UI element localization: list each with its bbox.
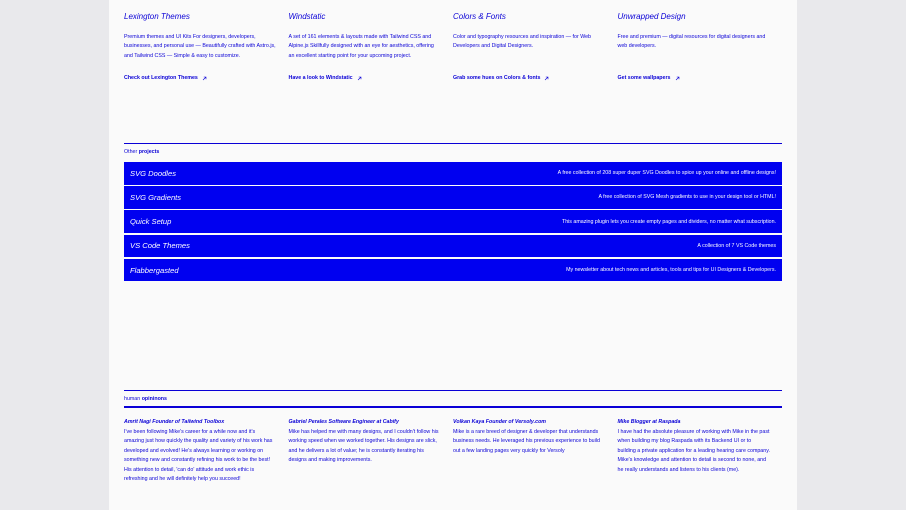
testimonial xyxy=(453,419,618,484)
testimonial-author: Volkan Kaya Founder of Versoly.com xyxy=(453,419,547,425)
feature-description: A set of 161 elements & layouts made with Tailwind CSS and Alpine.js Skillfully designed with an eye for aesthetics, offering an excellent starting point for your upcoming project. xyxy=(288,34,434,59)
feature-card xyxy=(618,12,783,81)
featured-resources xyxy=(124,12,782,81)
project-name: VS Code Themes xyxy=(130,241,190,251)
projects-heading: Other projects xyxy=(124,149,160,155)
project-description: This amazing plugin lets you create empty pages and dividers, no matter what subscription. xyxy=(561,218,776,225)
projects-list xyxy=(124,162,782,283)
opinions-divider xyxy=(124,406,782,408)
project-name: Flabbergasted xyxy=(130,265,179,275)
feature-title: Lexington Themes xyxy=(124,12,190,21)
feature-title: Colors & Fonts xyxy=(453,12,506,21)
section-divider xyxy=(124,143,782,144)
page-content xyxy=(109,0,797,510)
project-row-svg-gradients[interactable] xyxy=(124,186,782,209)
testimonial-author: Mike Blogger at Raspada xyxy=(617,419,681,425)
feature-description: Color and typography resources and inspiration — for Web Developers and Digital Designers. xyxy=(453,34,591,50)
project-description: A free collection of SVG Mesh gradients to use in your design tool or HTML! xyxy=(598,194,776,201)
feature-link[interactable] xyxy=(124,75,277,81)
section-divider xyxy=(124,390,782,391)
testimonial xyxy=(289,419,454,484)
project-row-flabbergasted[interactable] xyxy=(124,259,782,282)
testimonial-text: Mike has helped me with many designs, and I couldn't follow his working speed when we worked together. His designs are slick, and he delivers a lot of value; he is constantly iterating his designs and making improvements. xyxy=(288,429,439,464)
testimonial-text: I've been following Mike's career for a while now and it's amazing just how quickly the quality and variety of his work has developed and evolved! He's always learning or working on something new and constantly refining his work to be the best! His attention to detail, 'can do' attitude and work ethic is refreshing and he will definitely help you succeed! xyxy=(124,429,273,483)
feature-link[interactable] xyxy=(289,75,442,81)
testimonial xyxy=(124,419,289,484)
testimonial-text: I have had the absolute pleasure of working with Mike in the past when building my blog Raspada with its Backend UI or to building a private application for a leading hearing care company. Mike's knowledge and attention to detail is second to none, and he really understands and listens to his clients (me). xyxy=(617,429,770,473)
project-description: My newsletter about tech news and articles, tools and tips for UI Designers & Developers. xyxy=(566,267,776,273)
arrow-up-right-icon xyxy=(357,76,362,81)
feature-description: Free and premium — digital resources for digital designers and web developers. xyxy=(617,34,766,50)
testimonial xyxy=(618,419,783,484)
testimonials xyxy=(124,419,782,484)
feature-link[interactable] xyxy=(453,75,606,81)
project-row-quick-setup[interactable] xyxy=(124,210,782,233)
feature-link-label: Check out Lexington Themes xyxy=(124,75,198,81)
feature-description: Premium themes and UI Kits For designers, developers, businesses, and personal use — Beautifully crafted with Astro.js, and Tailwind CSS — Simple & easy to customize. xyxy=(124,34,276,59)
project-description: A collection of 7 VS Code themes xyxy=(697,242,776,249)
arrow-up-right-icon xyxy=(202,76,207,81)
feature-title: Unwrapped Design xyxy=(617,12,686,21)
testimonial-author: Amrit Nagi Founder of Tailwind Toolbox xyxy=(124,419,225,425)
feature-card xyxy=(289,12,454,81)
feature-link[interactable] xyxy=(618,75,771,81)
feature-link-label: Get some wallpapers xyxy=(617,75,671,81)
feature-card xyxy=(124,12,289,81)
arrow-up-right-icon xyxy=(675,76,680,81)
project-name: SVG Doodles xyxy=(130,168,177,178)
opinions-heading: human opininons xyxy=(124,396,167,402)
project-name: Quick Setup xyxy=(130,217,172,227)
feature-link-label: Grab some hues on Colors & fonts xyxy=(453,75,541,81)
feature-title: Windstatic xyxy=(288,12,326,21)
feature-link-label: Have a look to Windstatic xyxy=(288,75,353,81)
project-name: SVG Gradients xyxy=(130,192,182,202)
project-description: A free collection of 208 super duper SVG Doodles to spice up your online and offline designs! xyxy=(557,170,776,177)
project-row-vs-code-themes[interactable] xyxy=(124,235,782,258)
project-row-svg-doodles[interactable] xyxy=(124,162,782,185)
testimonial-author: Gabriel Perales Software Engineer at Cabify xyxy=(288,419,399,425)
feature-card xyxy=(453,12,618,81)
arrow-up-right-icon xyxy=(544,76,549,81)
testimonial-text: Mike is a rare breed of designer & developer that understands business needs. He leveraged his previous experience to build out a few landing pages very quickly for Versoly xyxy=(453,429,600,454)
